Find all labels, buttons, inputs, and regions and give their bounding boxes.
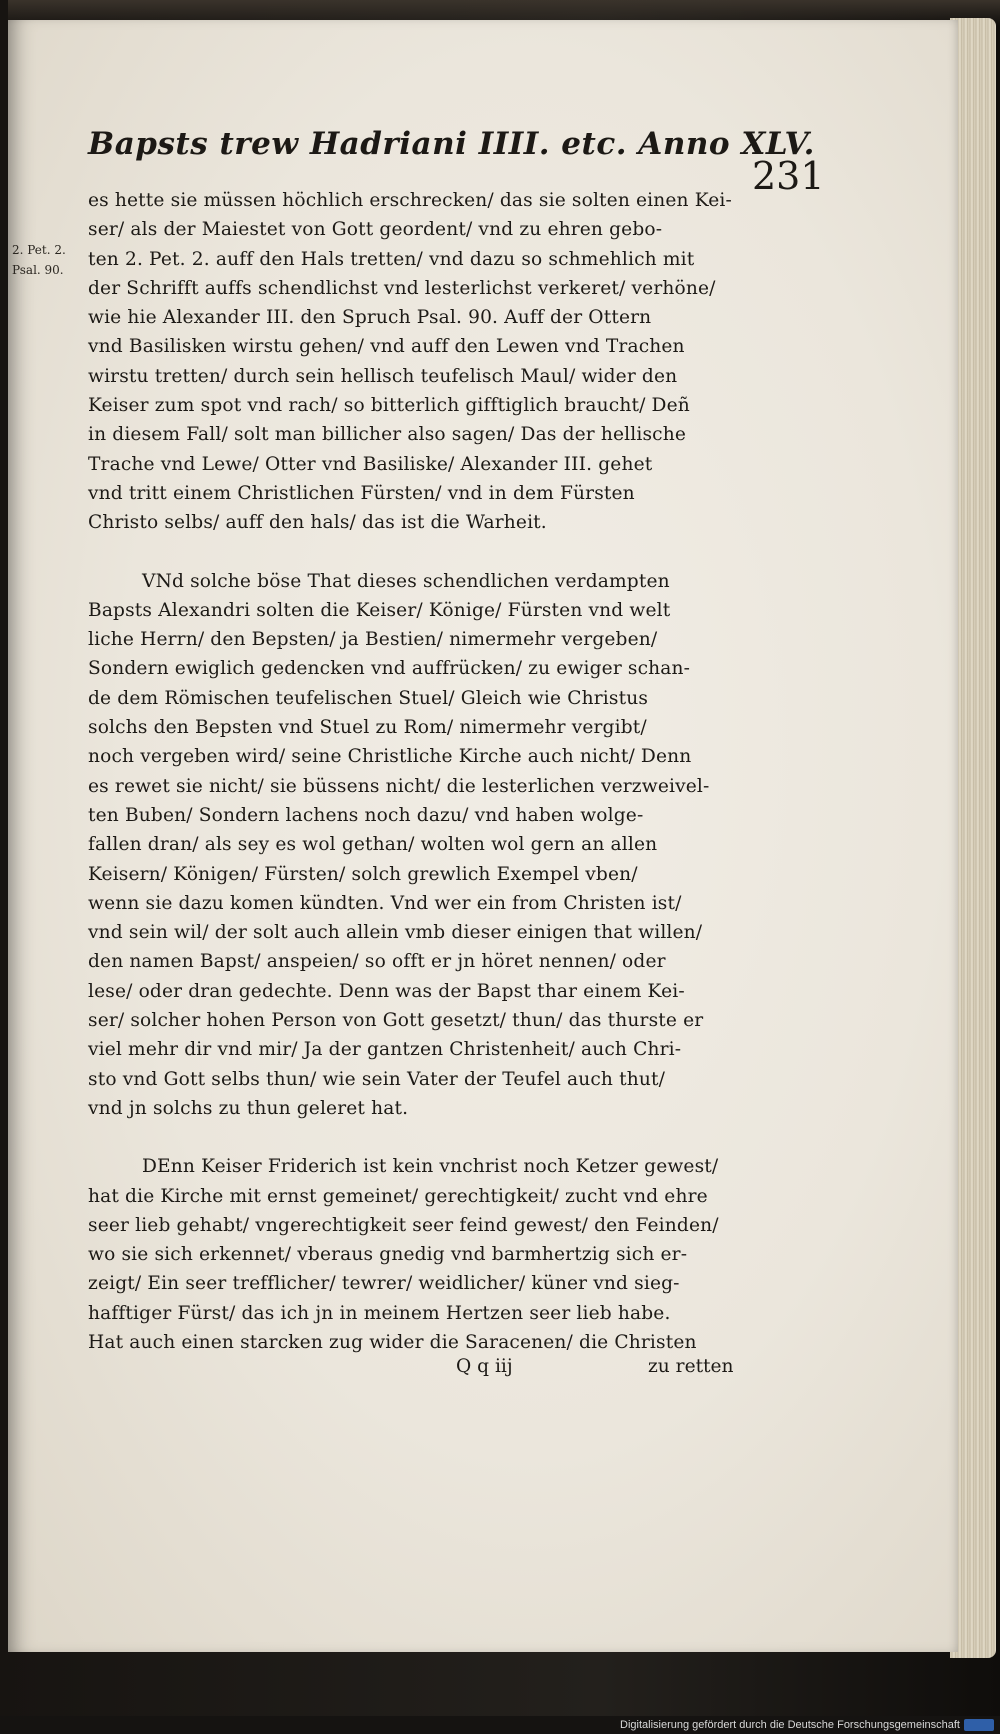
text-line: fallen dran/ als sey es wol gethan/ wolten wol gern an allen — [88, 834, 658, 856]
text-line: in diesem Fall/ solt man billicher also sagen/ Das der hellische — [88, 424, 686, 446]
text-line: ten 2. Pet. 2. auff den Hals tretten/ vnd dazu so schmehlich mit — [88, 248, 695, 270]
text-line: Sondern ewiglich gedencken vnd auffrücken/ zu ewiger schan- — [88, 658, 691, 680]
text-line: lese/ oder dran gedechte. Denn was der Bapst thar einem Kei- — [88, 980, 685, 1002]
text-line: DEnn Keiser Friderich ist kein vnchrist noch Ketzer gewest/ — [142, 1156, 719, 1178]
text-line: vnd jn solchs zu thun geleret hat. — [88, 1097, 409, 1119]
paragraph-3 — [88, 1152, 752, 1357]
text-line: Trache vnd Lewe/ Otter vnd Basiliske/ Alexander III. gehet — [88, 453, 653, 475]
margin-note: Psal. 90. — [12, 263, 64, 277]
text-line: Keiser zum spot vnd rach/ so bitterlich gifftiglich braucht/ Deñ — [88, 395, 690, 417]
text-line: noch vergeben wird/ seine Christliche Kirche auch nicht/ Denn — [88, 746, 692, 768]
text-line: wirstu tretten/ durch sein hellisch teufelisch Maul/ wider den — [88, 365, 678, 387]
text-line: ten Buben/ Sondern lachens noch dazu/ vnd haben wolge- — [88, 804, 644, 826]
text-line: es rewet sie nicht/ sie büssens nicht/ die lesterlichen verzweivel- — [88, 775, 710, 797]
running-head: Bapsts trew Hadriani IIII. etc. Anno XLV. — [88, 126, 815, 162]
text-line: ser/ als der Maiestet von Gott geordent/ vnd zu ehren gebo- — [88, 219, 663, 241]
text-line: VNd solche böse That dieses schendlichen verdampten — [142, 570, 670, 592]
text-line: vnd Basilisken wirstu gehen/ vnd auff den Lewen vnd Trachen — [88, 336, 685, 358]
text-line: es hette sie müssen höchlich erschrecken/ das sie solten einen Kei- — [88, 190, 732, 211]
paragraph-2 — [88, 567, 752, 1124]
text-line: de dem Römischen teufelischen Stuel/ Gleich wie Christus — [88, 687, 649, 709]
text-line: der Schrifft auffs schendlichst vnd lesterlichst verkeret/ verhöne/ — [88, 277, 716, 299]
text-line: zeigt/ Ein seer trefflicher/ tewrer/ weidlicher/ küner vnd sieg- — [88, 1273, 680, 1295]
signature-mark: Q q iij — [456, 1356, 513, 1377]
text-line: solchs den Bepsten vnd Stuel zu Rom/ nimermehr vergibt/ — [88, 717, 647, 739]
text-line: viel mehr dir vnd mir/ Ja der gantzen Christenheit/ auch Chri- — [88, 1039, 682, 1061]
text-line: hafftiger Fürst/ das ich jn in meinem Hertzen seer lieb habe. — [88, 1302, 671, 1324]
text-line: Bapsts Alexandri solten die Keiser/ Könige/ Fürsten vnd welt — [88, 599, 671, 621]
folio-number: 231 — [752, 154, 825, 198]
text-line: wo sie sich erkennet/ vberaus gnedig vnd barmhertzig sich er- — [88, 1244, 688, 1266]
text-line: den namen Bapst/ anspeien/ so offt er jn höret nennen/ oder — [88, 951, 666, 973]
text-line: liche Herrn/ den Bepsten/ ja Bestien/ nimermehr vergeben/ — [88, 629, 658, 651]
text-line: ser/ solcher hohen Person von Gott gesetzt/ thun/ das thurste er — [88, 1010, 704, 1032]
dfg-logo-icon — [964, 1719, 994, 1731]
text-line: wie hie Alexander III. den Spruch Psal. 90. Auff der Ottern — [88, 307, 652, 329]
margin-notes — [12, 240, 74, 280]
text-line: Keisern/ Königen/ Fürsten/ solch grewlich Exempel vben/ — [88, 863, 638, 885]
margin-note: 2. Pet. 2. — [12, 243, 66, 257]
text-line: Hat auch einen starcken zug wider die Saracenen/ die Christen — [88, 1331, 697, 1353]
text-line: wenn sie dazu komen kündten. Vnd wer ein from Christen ist/ — [88, 892, 682, 914]
text-line: sto vnd Gott selbs thun/ wie sein Vater der Teufel auch thut/ — [88, 1068, 666, 1090]
catchword: zu retten — [648, 1356, 734, 1377]
text-line: vnd tritt einem Christlichen Fürsten/ vnd in dem Fürsten — [88, 482, 635, 504]
text-line: hat die Kirche mit ernst gemeinet/ gerechtigkeit/ zucht vnd ehre — [88, 1185, 708, 1207]
text-line: vnd sein wil/ der solt auch allein vmb dieser einigen that willen/ — [88, 922, 703, 944]
paragraph-1 — [88, 186, 752, 538]
footer-credit: Digitalisierung gefördert durch die Deutsche Forschungsgemeinschaft — [620, 1719, 960, 1731]
text-block — [88, 186, 752, 1386]
text-line: seer lieb gehabt/ vngerechtigkeit seer feind gewest/ den Feinden/ — [88, 1214, 719, 1236]
text-line: Christo selbs/ auff den hals/ das ist die Warheit. — [88, 512, 547, 534]
